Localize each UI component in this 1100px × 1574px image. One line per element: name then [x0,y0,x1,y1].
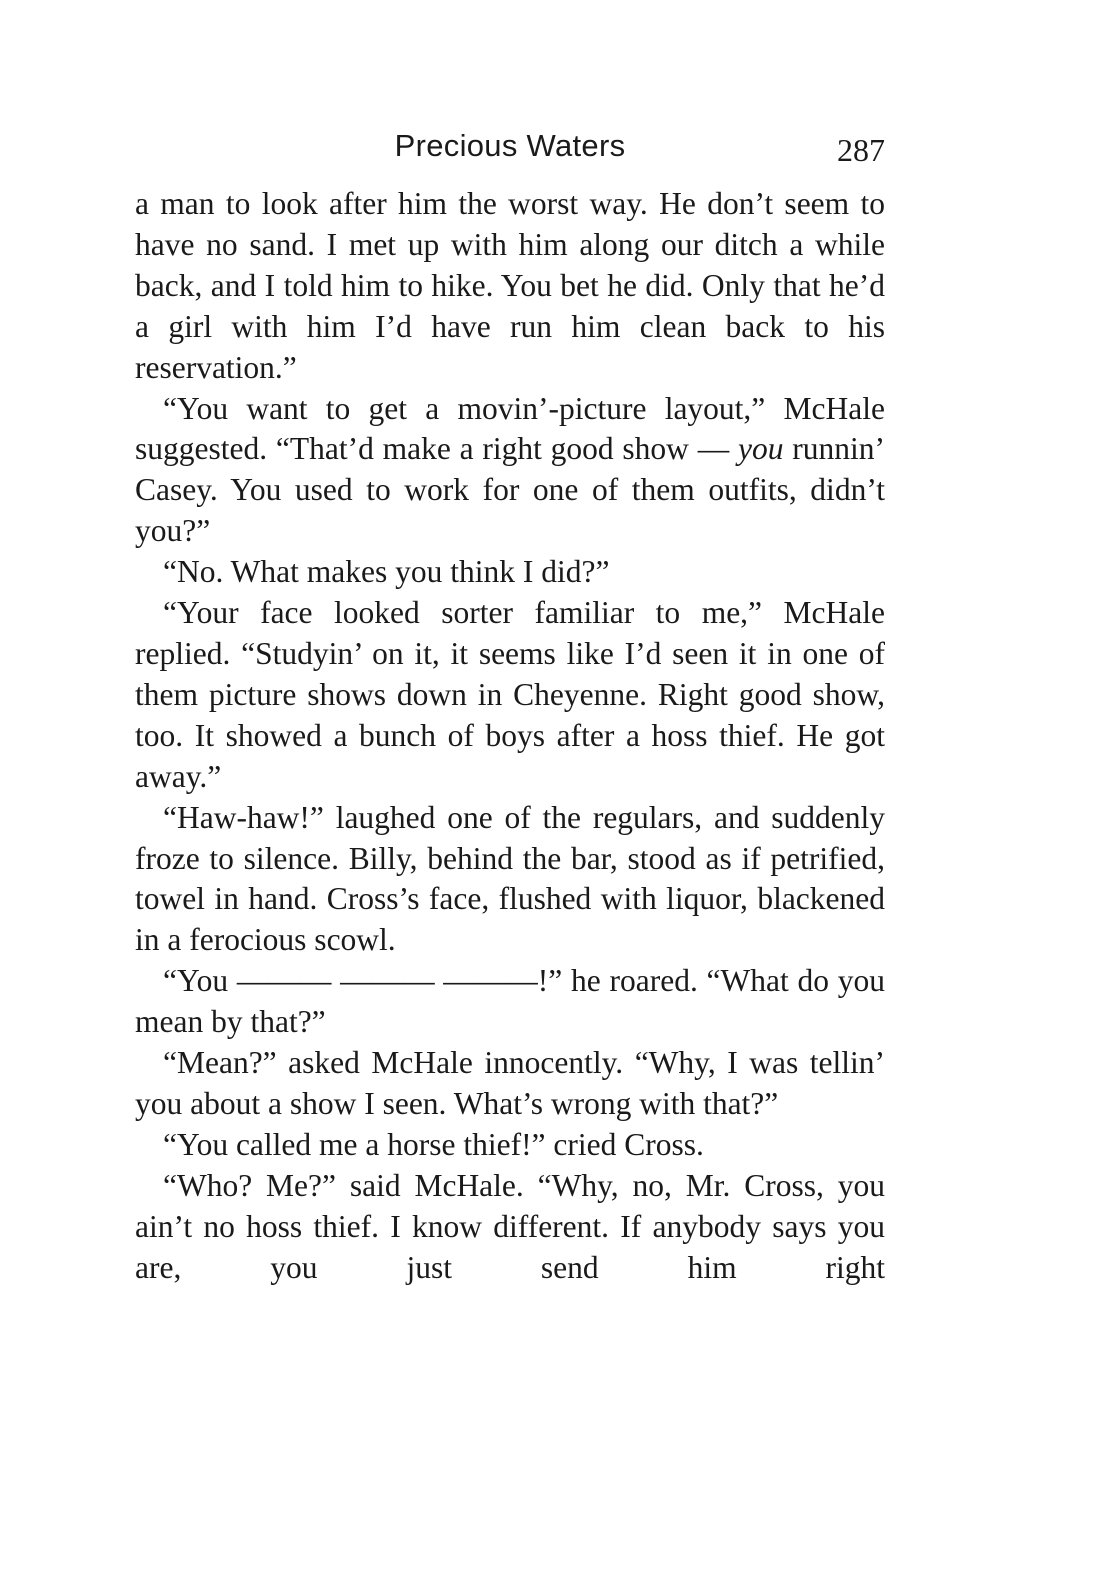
paragraph-8: “You called me a horse thief!” cried Cross. [163,1126,704,1162]
page-number: 287 [837,132,885,168]
paragraph-2-part-a: “You want to get a movin’-picture layout,” McHale suggested. “That’d make a right good show — [135,390,885,467]
paragraph-9: “Who? Me?” said McHale. “Why, no, Mr. Cross, you ain’t no hoss thief. I know different. If anybody says you are, you just send him right [135,1167,885,1285]
running-head [135,124,885,168]
paragraph-5: “Haw-haw!” laughed one of the regulars, and suddenly froze to silence. Billy, behind the bar, stood as if petrified, towel in hand. Cross’s face, flushed with liquor, blackened in a ferocious scowl. [135,799,885,958]
paragraph-2-part-c: runnin’ Casey. You used to work for one of them outfits, didn’t you?” [135,431,885,549]
paragraph-3: “No. What makes you think I did?” [163,554,610,590]
paragraph-2 [135,389,885,553]
paragraph-6: “You ——— ——— ———!” he roared. “What do you mean by that?” [135,963,885,1040]
paragraph-4: “Your face looked sorter familiar to me,” McHale replied. “Studyin’ on it, it seems like I’d seen it in one of them picture shows down in Cheyenne. Right good show, too. It showed a bunch of boys after a hoss thief. He got away.” [135,595,885,794]
paragraph-1: a man to look after him the worst way. He don’t seem to have no sand. I met up with him along our ditch a while back, and I told him to hike. You bet he did. Only that he’d a girl with him I’d have run him clean back to his reservation.” [135,186,885,385]
running-title: Precious Waters [394,128,626,163]
body-text [135,184,885,1288]
paragraph-2-emphasis: you [738,431,784,467]
paragraph-7: “Mean?” asked McHale innocently. “Why, I was tellin’ you about a show I seen. What’s wrong with that?” [135,1045,885,1121]
